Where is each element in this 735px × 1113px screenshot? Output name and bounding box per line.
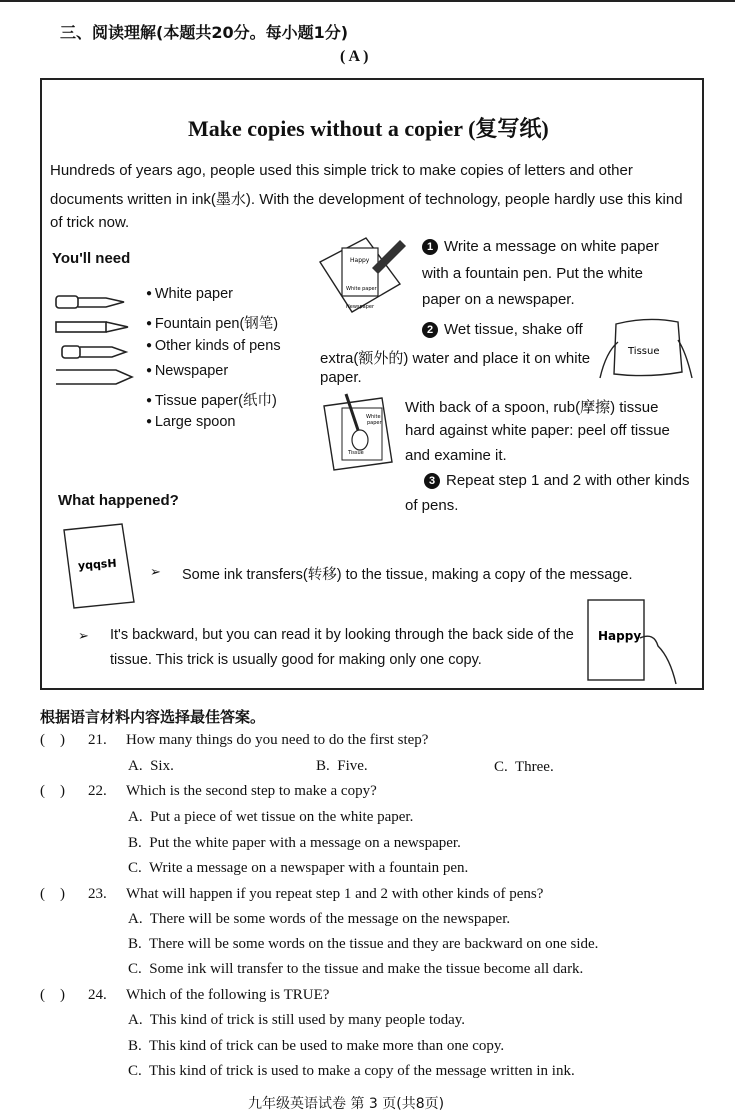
answer-blank[interactable]: ( ) (40, 732, 65, 748)
bullet-icon: ● (146, 395, 155, 406)
intro-line: Hundreds of years ago, people used this simple trick to make copies of letters and other (50, 162, 633, 179)
question-number: 24. (88, 987, 107, 1003)
question-text: How many things do you need to do the first step? (126, 732, 429, 748)
top-rule (0, 0, 735, 2)
answer-blank[interactable]: ( ) (40, 987, 65, 1003)
svg-text:Tissue: Tissue (348, 450, 364, 456)
spoon-line: hard against white paper: peel off tissue (405, 422, 670, 439)
answer-option[interactable]: C. Some ink will transfer to the tissue and make the tissue become all dark. (128, 961, 584, 977)
step1-line: paper on a newspaper. (422, 291, 575, 308)
step-number-2: 2 (422, 322, 438, 338)
step-number-1: 1 (422, 239, 438, 255)
bullet-icon: ● (146, 318, 155, 329)
answer-option[interactable]: A. This kind of trick is still used by many people today. (128, 1012, 466, 1028)
what-happened-heading: What happened? (58, 492, 179, 509)
result-2-line: tissue. This trick is usually good for making only one copy. (110, 652, 482, 668)
step3-line: of pens. (405, 497, 459, 514)
label-newspaper: Newspaper (346, 304, 375, 310)
backward-tissue-illustration (62, 522, 138, 612)
answer-option[interactable]: C. Write a message on a newspaper with a fountain pen. (128, 860, 469, 876)
answer-option[interactable]: C. This kind of trick is used to make a copy of the message written in ink. (128, 1063, 575, 1079)
paper-pen-illustration (316, 232, 408, 318)
need-item: ● Tissue paper(纸巾) (146, 393, 277, 409)
need-heading: You'll need (52, 250, 131, 267)
answer-option[interactable]: A. Put a piece of wet tissue on the white paper. (128, 809, 414, 825)
passage-title: Make copies without a copier (复写纸) (188, 116, 549, 141)
spoon-line: and examine it. (405, 447, 507, 464)
step3-line: 3 Repeat step 1 and 2 with other kinds (424, 472, 690, 489)
step-number-3: 3 (424, 473, 440, 489)
question-text: Which of the following is TRUE? (126, 987, 330, 1003)
pens-illustration (54, 292, 134, 392)
label-happy: Happy (350, 257, 370, 264)
part-label: ( A ) (340, 48, 369, 65)
intro-line: documents written in ink(墨水). With the development of technology, people hardly use this kind (50, 191, 683, 208)
result-1: Some ink transfers(转移) to the tissue, making a copy of the message. (182, 567, 633, 583)
answer-option[interactable]: B. Five. (316, 758, 368, 774)
label-backward: yqqsH (77, 556, 117, 573)
need-item: ● Newspaper (146, 363, 229, 379)
section-heading: 三、阅读理解(本题共20分。每小题1分) (60, 23, 349, 42)
label-white-paper: White paper (346, 286, 377, 292)
bullet-icon: ● (146, 288, 155, 299)
need-item: ● Large spoon (146, 414, 236, 430)
step1-line: with a fountain pen. Put the white (422, 265, 643, 282)
spoon-line: With back of a spoon, rub(摩擦) tissue (405, 399, 659, 416)
happy-paper-illustration (584, 598, 680, 688)
answer-option[interactable]: A. Six. (128, 758, 174, 774)
question-number: 23. (88, 886, 107, 902)
step2-line: extra(额外的) water and place it on white (320, 350, 591, 367)
intro-line: of trick now. (50, 214, 130, 231)
answer-blank[interactable]: ( ) (40, 886, 65, 902)
question-number: 22. (88, 783, 107, 799)
label-tissue: Tissue (628, 346, 660, 357)
bullet-icon: ● (146, 340, 155, 351)
step1-line: 1 Write a message on white paper (422, 238, 659, 255)
need-item: ● White paper (146, 286, 234, 302)
answer-option[interactable]: B. This kind of trick can be used to make more than one copy. (128, 1038, 505, 1054)
svg-text:White: White (366, 414, 381, 420)
page-footer: 九年级英语试卷 第 3 页(共8页) (248, 1096, 445, 1112)
step2-line: 2 Wet tissue, shake off (422, 321, 583, 338)
answer-option[interactable]: B. Put the white paper with a message on a newspaper. (128, 835, 461, 851)
svg-text:paper: paper (367, 420, 382, 426)
result-2-line: It's backward, but you can read it by looking through the back side of the (110, 627, 574, 643)
bullet-icon: ● (146, 365, 155, 376)
need-item: ● Fountain pen(钢笔) (146, 316, 279, 332)
answer-blank[interactable]: ( ) (40, 783, 65, 799)
need-item: ● Other kinds of pens (146, 338, 281, 354)
instruction: 根据语言材料内容选择最佳答案。 (40, 708, 266, 726)
question-text: Which is the second step to make a copy? (126, 783, 377, 799)
question-number: 21. (88, 732, 107, 748)
bullet-icon: ● (146, 416, 155, 427)
answer-option[interactable]: C. Three. (494, 759, 554, 775)
step2-line: paper. (320, 369, 362, 386)
tissue-hands-illustration (598, 312, 694, 384)
answer-option[interactable]: A. There will be some words of the message on the newspaper. (128, 911, 511, 927)
spoon-illustration (322, 392, 398, 474)
arrow-icon: ➢ (150, 564, 161, 579)
label-happy: Happy (598, 629, 642, 643)
answer-option[interactable]: B. There will be some words on the tissue and they are backward on one side. (128, 936, 599, 952)
arrow-icon: ➢ (78, 628, 89, 643)
question-text: What will happen if you repeat step 1 and 2 with other kinds of pens? (126, 886, 544, 902)
